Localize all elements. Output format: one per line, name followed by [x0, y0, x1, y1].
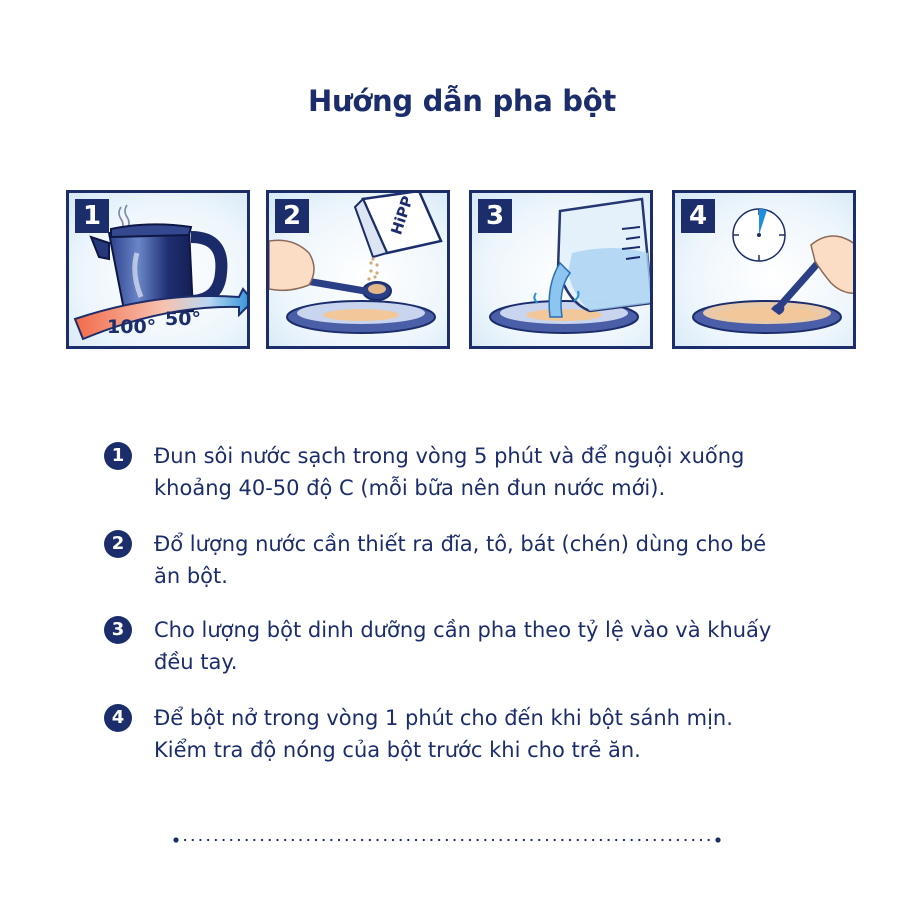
brand-label: HiPP [387, 193, 417, 238]
temp-label-100: 100° [107, 316, 157, 338]
panel-stir [672, 190, 856, 349]
panel-number: 1 [75, 199, 109, 233]
temp-label-50: 50° [165, 308, 201, 330]
step-text [154, 440, 814, 504]
step-text [154, 614, 814, 678]
step-text [154, 702, 814, 766]
page-title: Hướng dẫn pha bột [308, 84, 616, 118]
step-text [154, 528, 814, 592]
panel-pour-water [469, 190, 653, 349]
panel-pour-powder [266, 190, 450, 349]
panel-number: 2 [275, 199, 309, 233]
step-line: Đun sôi nước sạch trong vòng 5 phút và để nguội xuống [154, 444, 745, 468]
dotted-divider [173, 834, 721, 846]
step-line: Đổ lượng nước cần thiết ra đĩa, tô, bát (chén) dùng cho bé [154, 532, 767, 556]
step-number: 3 [104, 616, 132, 644]
step-line: đều tay. [154, 650, 238, 674]
step-number: 1 [104, 442, 132, 470]
step-line: Cho lượng bột dinh dưỡng cần pha theo tỷ lệ vào và khuấy [154, 618, 772, 642]
panel-number: 4 [681, 199, 715, 233]
step-number: 4 [104, 704, 132, 732]
step-line: ăn bột. [154, 564, 228, 588]
panel-number: 3 [478, 199, 512, 233]
step-line: Kiểm tra độ nóng của bột trước khi cho trẻ ăn. [154, 738, 641, 762]
step-line: Để bột nở trong vòng 1 phút cho đến khi bột sánh mịn. [154, 706, 733, 730]
panel-boil-water [66, 190, 250, 349]
step-number: 2 [104, 530, 132, 558]
step-line: khoảng 40-50 độ C (mỗi bữa nên đun nước mới). [154, 476, 666, 500]
